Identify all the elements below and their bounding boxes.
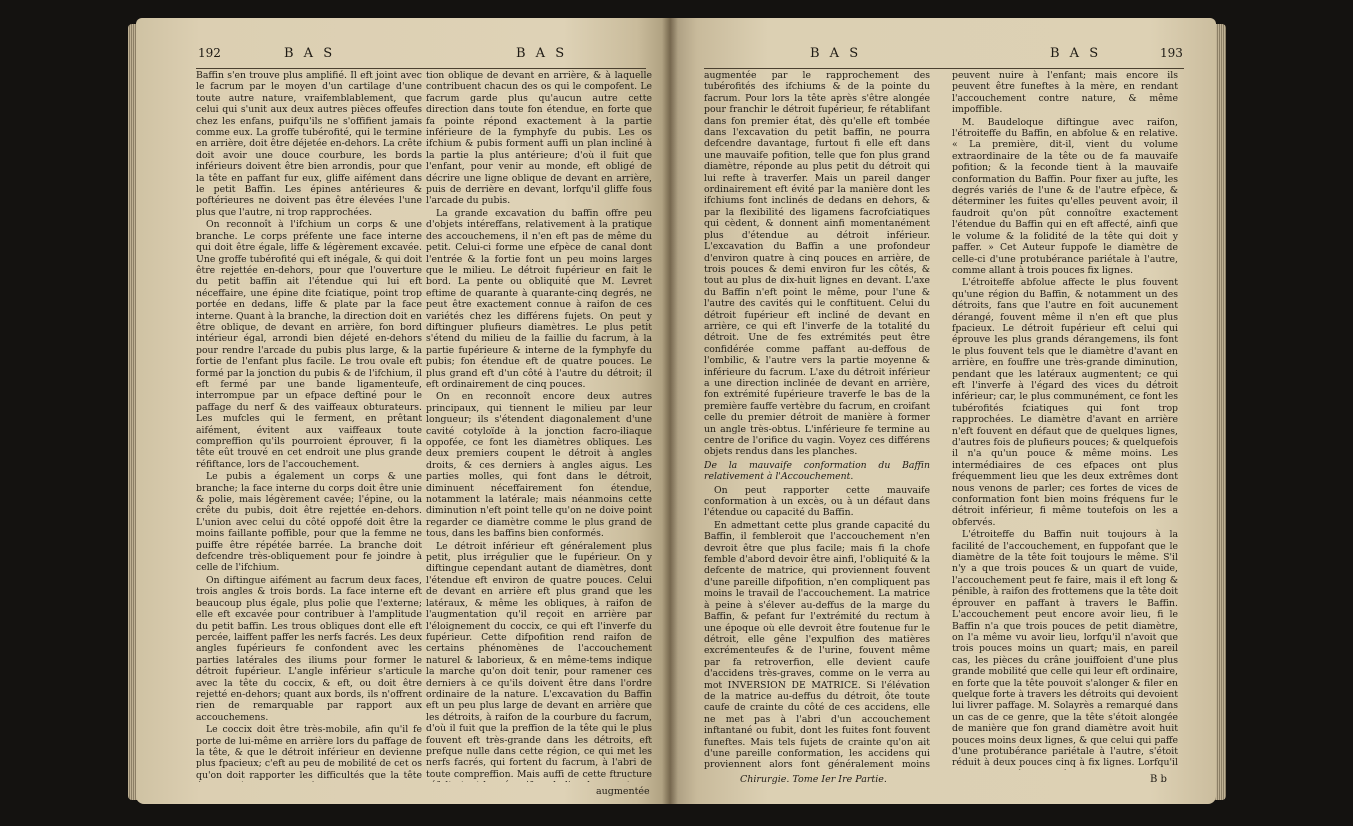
right-page-column-1	[704, 70, 930, 770]
catchword: augmentée	[596, 786, 650, 797]
paragraph: tion oblique de devant en arrière, & à laquelle contribuent chacun des os qui le compofent. Le facrum garde plus qu'aucun autre cette direction dans toute fon étendue, en forte que fa pointe répond exactement à la partie inférieure de la fymphyfe du pubis. Les os ifchium & pubis forment auffi un plan incliné à la partie la plus antérieure; d'où il fuit que l'enfant, pour venir au monde, eft obligé de décrire une ligne oblique de devant en arrière, puis de derrière en devant, lorfqu'il gliffe fous l'arcade du pubis.	[426, 70, 652, 207]
header-rule-left	[196, 68, 646, 69]
page-number-right: 193	[1160, 46, 1183, 60]
right-page-column-2	[952, 70, 1178, 770]
section-heading: De la mauvaife conformation du Baffin relativement à l'Accouchement.	[704, 459, 930, 483]
running-head-left: B A S	[284, 46, 336, 61]
left-page	[136, 18, 670, 804]
paragraph: On diftingue aifément au facrum deux faces, trois angles & trois bords. La face interne eft beaucoup plus égale, plus polie que l'externe; elle eft excavée pour contribuer à l'amplitude du petit baffin. Les trous obliques dont elle eft percée, laiffent paffer les nerfs facrés. Les deux angles fupérieurs fe confondent avec les parties latérales des iliums pour former le détroit fupérieur. L'angle inférieur s'articule avec la tête du coccix, & eft, ou doit être rejetté en-dehors; quant aux bords, ils n'offrent rien de remarquable par rapport aux accouchemens.	[196, 574, 422, 723]
paragraph: On peut rapporter cette mauvaife conformation à un excès, ou à un défaut dans l'étendue ou capacité du Baffin.	[704, 484, 930, 519]
left-page-column-2	[426, 70, 652, 782]
paragraph: M. Baudeloque diftingue avec raifon, l'étroiteffe du Baffin, en abfolue & en relative. « La première, dit-il, vient du volume extraordinaire de la tête ou de fa mauvaife pofition; & la feconde tient à la mauvaife conformation du Baffin. Pour fixer au jufte, les degrés variés de l'une & de l'autre efpèce, & déterminer les fuites qu'elles peuvent avoir, il faudroit qu'on pût connoître exactement l'étendue du Baffin qui en eft affecté, ainfi que le volume & la folidité de la tête qui doit y paffer. » Cet Auteur fuppofe le diamètre de celle-ci d'une protubérance pariétale à l'autre, comme allant à trois pouces fix lignes.	[952, 116, 1178, 276]
signature-mark: B b	[1150, 774, 1167, 785]
paragraph: Le coccix doit être très-mobile, afin qu'il fe porte de lui-même en arrière lors du paffage de la tête, & que le détroit inférieur en devienne plus fpacieux; c'eft au peu de mobilité de cet os qu'on doit rapporter les difficultés que la tête	[196, 724, 422, 781]
footer-title: Chirurgie. Tome Ier Ire Partie.	[740, 774, 887, 785]
running-head-left-2: B A S	[516, 46, 568, 61]
header-rule-right	[704, 68, 1184, 69]
paragraph: L'étroiteffe abfolue affecte le plus fouvent qu'une région du Baffin, & notamment un des détroits, fans que l'autre en foit aucunement dérangé, fouvent même il n'en eft que plus fpacieux. Le détroit fupérieur eft celui qui éprouve les plus grands dérangemens, ils font le plus fouvent tels que le diamètre d'avant en arrière, en fouffre une très-grande diminution, pendant que les latéraux augmentent; ce qui eft l'inverfe à l'égard des vices du détroit inférieur; car, le plus communément, ce font les tubérofités fciatiques qui font trop rapprochées. Le diamètre d'avant en arrière n'eft fouvent en défaut que de quelques lignes, d'autres fois de plufieurs pouces; & quelquefois il n'a qu'un pouce & même moins. Les intermédiaires de ces efpaces ont plus fréquemment lieu que les deux extrêmes dont nous venons de parler; ces fortes de vices de conformation font bien moins fréquens fur le détroit inférieur, fi même toutefois on les a obfervés.	[952, 277, 1178, 528]
paragraph: Baffin s'en trouve plus amplifié. Il eft joint avec le facrum par le moyen d'un cartilage d'une toute autre nature, vraifemblablement, que celui qui s'unit aux deux autres pièces offeufes chez les enfans, puifqu'ils ne s'offifient jamais comme eux. La groffe tubérofité, qui le termine en arrière, doit être déjetée en-dehors. La crête doit avoir une douce courbure, les bords inférieurs doivent être bien arrondis, pour que la tête en paffant fur eux, gliffe aifément dans le petit Baffin. Les épines antérieures & poftérieures ne doivent pas être élevées l'une plus que l'autre, ni trop rapprochées.	[196, 70, 422, 218]
paragraph: Le pubis a également un corps & une branche; la face interne du corps doit être unie & polie, mais légèrement cavée; l'épine, ou la crête du pubis, doit être rejettée en-dehors. L'union avec celui du côté oppofé doit être la moins faillante poffible, pour que la femme ne puiffe être répétée barrée. La branche doit defcendre très-obliquement pour fe joindre à celle de l'ifchium.	[196, 471, 422, 574]
paragraph: On en reconnoît encore deux autres principaux, qui tiennent le milieu par leur longueur; ils s'étendent diagonalement d'une cavité cotyloïde à la jonction facro-iliaque oppofée, ce font les diamètres obliques. Les deux premiers coupent le détroit à angles droits, & ces derniers à angles aigus. Les parties molles, qui font dans le détroit, diminuent néceffairement fon étendue, notamment la latérale; mais néanmoins cette diminution n'eft point telle qu'on ne doive point regarder ce diamètre comme le plus grand de tous, dans les baffins bien conformés.	[426, 391, 652, 540]
book-gutter	[662, 18, 678, 804]
running-head-right: B A S	[810, 46, 862, 61]
paragraph: augmentée par le rapprochement des tubérofités des ifchiums & de la pointe du facrum. Pour lors la tête après s'être alongée pour franchir le détroit fupérieur, fe rétablifant dans fon premier état, dès qu'elle eft tombée dans l'excavation du petit baffin, ne pourra defcendre davantage, furtout fi elle eft dans une mauvaife pofition, telle que fon plus grand diamètre, réponde au plus petit du détroit qui lui refte à traverfer. Mais un pareil danger ordinairement eft évité par la manière dont les ifchiums font inclinés de dedans en dehors, & par la flexibilité des ligamens facrofciatiques qui cèdent, & donnent ainfi momentanément plus d'étendue au détroit inférieur. L'excavation du Baffin a une profondeur d'environ quatre à cinq pouces en arrière, de trois pouces & demi environ fur les côtés, & tout au plus de dix-huit lignes en devant. L'axe du Baffin n'eft point le même, pour l'une & l'autre des cavités qui le conftituent. Celui du détroit fupérieur eft incliné de devant en arrière, ce qui eft l'inverfe de la totalité du détroit. Une de fes extrémités peut être confidérée comme paffant au-deffous de l'ombilic, & l'autre vers la partie moyenne & inférieure du facrum. L'axe du détroit inférieur a une direction inclinée de devant en arrière, fon extrémité fupérieure traverfe le bas de la première fauffe vertèbre du facrum, en croifant celle du premier détroit de manière à former un angle très-obtus. L'inférieure fe termine au centre de l'orifice du vagin. Voyez ces différens objets rendus dans les planches.	[704, 70, 930, 458]
paragraph: En admettant cette plus grande capacité du Baffin, il fembleroit que l'accouchement n'en devroit être que plus facile; mais fi la chofe femble d'abord devoir être ainfi, l'obliquité & la defcente de matrice, qui proviennent fouvent d'une pareille difpofition, n'en compliquent pas moins le travail de l'accouchement. La matrice à peine à s'élever au-deffus de la marge du Baffin, & pefant fur l'extrémité du rectum à une époque où elle devroit être foutenue fur le détroit, elle gêne l'expulfion des matières excrémenteufes & de l'urine, fouvent même par fa retroverfion, elle devient caufe d'accidens très-graves, comme on le verra au mot INVERSION DE MATRICE. Si l'élévation de la matrice au-deffus du détroit, ôte toute caufe de crainte du côté de ces accidens, elle ne met pas à l'abri d'un accouchement inftantané ou fubit, dont les fuites font fouvent funeftes. Mais tels fujets de crainte qu'on ait d'une pareille conformation, les accidens qui proviennent alors font généralement moins	[704, 519, 930, 770]
left-page-column-1	[196, 70, 422, 782]
paragraph: La grande excavation du baffin offre peu d'objets intéreffans, relativement à la pratique des accouchemens, il n'en eft pas de même du petit. Celui-ci forme une efpèce de canal dont l'entrée & la fortie font un peu moins larges que le milieu. Le détroit fupérieur en fait le bord. La pente ou obliquité que M. Levret eftime de quarante à quarante-cinq degrés, ne peut être exactement connue à raifon de ces variétés chez les différens fujets. On peut y diftinguer plufieurs diamètres. Le plus petit s'étend du milieu de la faillie du facrum, à la partie fupérieure & interne de la fymphyfe du pubis; fon étendue eft de quatre pouces. Le plus grand eft d'un côté à l'autre du détroit; il eft ordinairement de cinq pouces.	[426, 207, 652, 390]
paragraph: L'étroiteffe du Baffin nuit toujours à la facilité de l'accouchement, en fuppofant que le diamètre de la tête foit toujours le même. S'il n'y a que trois pouces & un quart de vuide, l'accouchement peut fe faire, mais il eft long & pénible, à raifon des frottemens que la tête doit éprouver en paffant à travers le Baffin. L'accouchement peut encore avoir lieu, fi le Baffin n'a que trois pouces de petit diamètre, on l'a même vu avoir lieu, lorfqu'il n'avoit que trois pouces moins un quart; mais, en pareil cas, les pièces du crâne jouiffoient d'une plus grande mobilité que celle qui leur eft ordinaire, en forte que la tête pouvoit s'alonger & filer en quelque forte à travers les détroits qui devoient lui livrer paffage. M. Solayrès a remarqué dans un cas de ce genre, que la tête s'étoit alongée de manière que fon grand diamètre avoit huit pouces moins deux lignes, & que celui qui paffe d'une protubérance pariétale à l'autre, s'étoit réduit à deux pouces cinq à fix lignes. Lorfqu'il	[952, 529, 1178, 769]
right-page	[670, 18, 1216, 804]
paragraph: On reconnoît à l'ifchium un corps & une branche. Le corps préfente une face interne qui doit être égale, liffe & légèrement excavée. Une groffe tubérofité qui eft inégale, & qui doit être rejettée en-dehors, pour que l'ouverture du petit baffin ait l'étendue qui lui eft néceffaire, une épine dite fciatique, point trop portée en dedans, liffe & plate par la face interne. Quant à la branche, la direction doit en être oblique, de devant en arrière, fon bord intérieur égal, arrondi bien déjeté en-dehors pour rendre l'arcade du pubis plus large, & la fortie de l'enfant plus facile. Le trou ovale eft formé par la jonction du pubis & de l'ifchium, il eft fermé par une bande ligamenteufe, interrompue par un efpace deftiné pour le paffage du nerf & des vaiffeaux obturateurs. Les mufcles qui le ferment, en prêtant aifément, évitent aux vaiffeaux toute compreffion qu'ils pourroient éprouver, fi la tête eût trouvé en cet endroit une plus grande réfiftance, lors de l'accouchement.	[196, 219, 422, 470]
page-number-left: 192	[198, 46, 221, 60]
running-head-right-2: B A S	[1050, 46, 1102, 61]
paragraph: peuvent nuire à l'enfant; mais encore ils peuvent être funeftes à la mère, en rendant l'accouchement contre nature, & même impoffible.	[952, 70, 1178, 116]
paragraph: Le détroit inférieur eft généralement plus petit, plus irrégulier que le fupérieur. On y diftingue cependant autant de diamètres, dont l'étendue eft environ de quatre pouces. Celui de devant en arrière eft plus grand que les latéraux, & même les obliques, à raifon de l'augmentation qu'il reçoit en arrière par l'éloignement du coccix, ce qui eft l'inverfe du fupérieur. Cette difpofition rend raifon de certains phénomènes de l'accouchement naturel & laborieux, & en même-tems indique la marche qu'on doit tenir, pour ramener ces derniers à ce qu'ils doivent être dans l'ordre ordinaire de la nature. L'excavation du Baffin eft un peu plus large de devant en arrière que les détroits, à raifon de la courbure du facrum, d'où il fuit que la preffion de la tête qui le plus fouvent eft très-grande dans les détroits, eft prefque nulle dans cette région, ce qui met les nerfs facrés, qui fortent du facrum, à l'abri de toute compreffion. Mais auffi de cette ftructure	[426, 540, 652, 780]
